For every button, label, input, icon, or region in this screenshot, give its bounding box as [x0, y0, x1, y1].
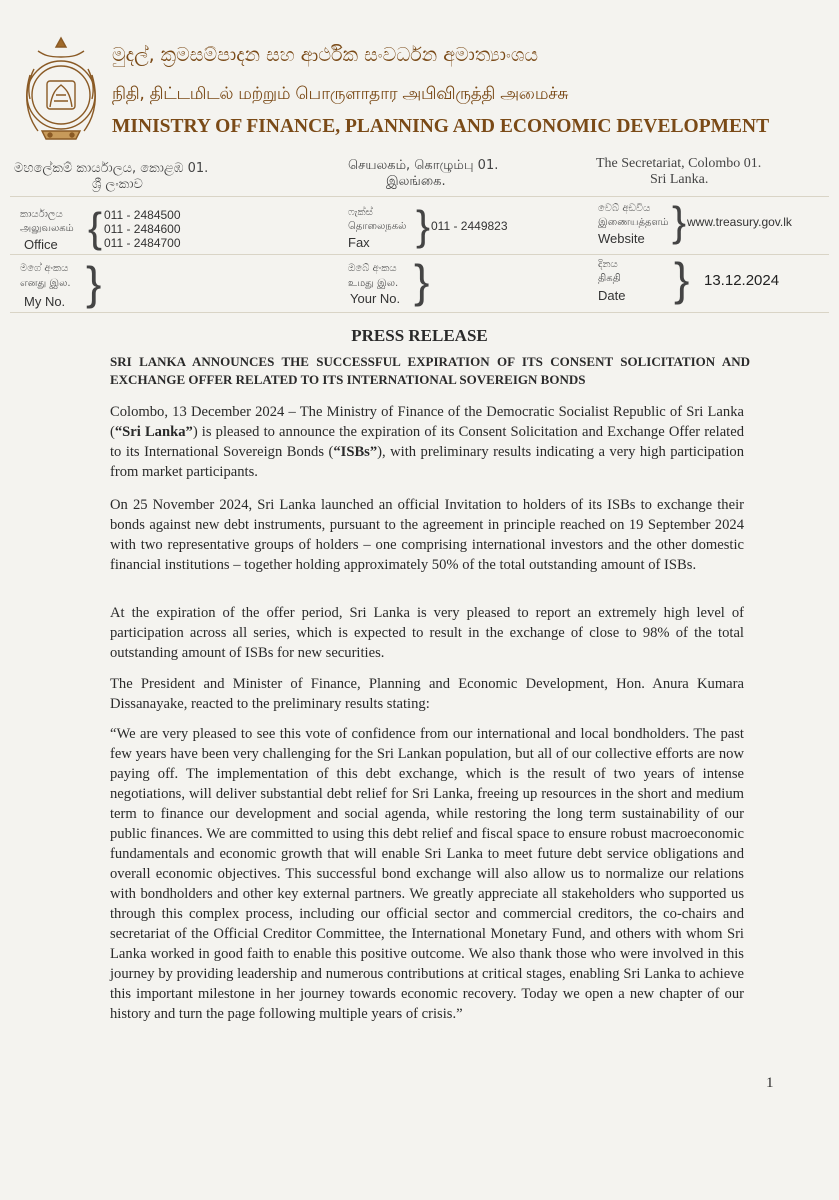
office-label: Office	[24, 237, 58, 252]
my-no-label: My No.	[24, 294, 66, 309]
ministry-name-tamil: நிதி, திட்டமிடல் மற்றும் பொருளாதார அபிவிருத்தி அமைச்சு	[112, 84, 569, 104]
fax-number[interactable]: 011 - 2449823	[431, 219, 508, 233]
office-phone[interactable]: 011 - 2484700	[104, 236, 181, 250]
brace-left: {	[88, 204, 103, 251]
divider	[10, 196, 829, 197]
paragraph-1: Colombo, 13 December 2024 – The Ministry of Finance of the Democratic Socialist Republic of Sri Lanka (“Sri Lanka”) is pleased to announce the expiration of its Consent Solicitation and Exchange Offer related to its International Sovereign Bonds (“ISBs”), with preliminary results indicating a very high participation from market participants.	[110, 404, 744, 480]
your-no-label-sinhala: ඔබේ අංකය	[348, 263, 397, 274]
address-sinhala: මහලේකම් කාර්යාලය, කොළඹ 01. ශ්‍රී ලංකාව	[14, 161, 209, 192]
website-label-sinhala: වෙබ් අඩවිය	[598, 203, 651, 214]
ministry-name-english: MINISTRY OF FINANCE, PLANNING AND ECONOMIC DEVELOPMENT	[112, 116, 770, 137]
website-link[interactable]: www.treasury.gov.lk	[687, 215, 792, 229]
my-no-label-sinhala: මගේ අංකය	[20, 263, 69, 274]
brace-right: }	[416, 202, 431, 249]
brace-right: }	[674, 253, 690, 305]
brace-right: }	[414, 255, 430, 307]
your-no-label: Your No.	[350, 291, 401, 306]
press-release-subtitle: SRI LANKA ANNOUNCES THE SUCCESSFUL EXPIRATION OF ITS CONSENT SOLICITATION AND EXCHANGE OFFER RELATED TO ITS INTERNATIONAL SOVEREIGN BONDS	[110, 354, 750, 387]
office-phone-list	[104, 208, 181, 250]
fax-label-sinhala: ෆැක්ස්	[348, 207, 373, 218]
address-english: The Secretariat, Colombo 01. Sri Lanka.	[596, 156, 762, 187]
sri-lanka-emblem-icon	[20, 35, 102, 147]
fax-label: Fax	[348, 235, 370, 250]
date-label-sinhala: දිනය	[598, 259, 618, 270]
office-label-tamil: அலுவலகம்	[20, 223, 74, 234]
brace-right: }	[86, 257, 102, 309]
office-phone[interactable]: 011 - 2484600	[104, 222, 181, 236]
ministry-name-sinhala: මුදල්, ක්‍රමසම්පාදන සහ ආර්ථික සංවර්ධන අමාත්‍යාංශය	[112, 44, 539, 66]
press-release-title: PRESS RELEASE	[351, 326, 488, 345]
office-label-sinhala: කාර්යාලය	[20, 209, 63, 220]
website-label: Website	[598, 231, 645, 246]
date-value: 13.12.2024	[704, 272, 780, 289]
divider	[10, 312, 829, 313]
office-phone[interactable]: 011 - 2484500	[104, 208, 181, 222]
address-tamil: செயலகம், கொழும்பு 01. இலங்கை.	[348, 158, 499, 189]
quote-paragraph: “We are very pleased to see this vote of confidence from our international and local bondholders. The past few years have been very challenging for the Sri Lankan population, but all of our collective efforts are now paying off. The implementation of this debt exchange, which is the result of two years of intense negotiations, will deliver substantial debt relief for Sri Lanka, freeing up resources in the short and medium term to finance our development and social agenda, while restoring the long term sustainability of our public finances. We are committed to using this debt relief and fiscal space to ensure robust macroeconomic fundamentals and economic growth that will enable Sri Lanka to meet future debt service obligations and overall economic objectives. This successful bond exchange will also allow us to normalize our relations with bondholders and other key external partners. We greatly appreciate all stakeholders who supported us through this complex process, including our official sector and commercial creditors, the co-chairs and secretariat of the Official Creditor Committee, the International Monetary Fund, and others with whom Sri Lanka worked in good faith to enable this positive outcome. We also thank those who were involved in this journey by providing leadership and numerous contributions at critical stages, enabling Sri Lanka to achieve this important milestone in her journey towards economic recovery. Today we open a new chapter of our history and turn the page following multiple years of crisis.”	[110, 726, 744, 1022]
brace-right: }	[672, 198, 687, 245]
date-label-tamil: திகதி	[598, 273, 621, 284]
paragraph-4: The President and Minister of Finance, Planning and Economic Development, Hon. Anura Kumara Dissanayake, reacted to the preliminary results stating:	[110, 676, 744, 712]
page-number: 1	[766, 1075, 774, 1091]
paragraph-2: On 25 November 2024, Sri Lanka launched an official Invitation to holders of its ISBs to exchange their bonds against new debt instruments, pursuant to the agreement in principle reached on 19 September 2024 with two representative groups of holders – one comprising international investors and the other domestic financial institutions – together holding approximately 50% of the total outstanding amount of ISBs.	[110, 497, 744, 573]
my-no-label-tamil: எனது இல.	[20, 278, 71, 289]
your-no-label-tamil: உமது இல.	[348, 278, 399, 289]
paragraph-3: At the expiration of the offer period, Sri Lanka is very pleased to report an extremely high level of participation across all series, which is expected to result in the exchange of close to 98% of the total outstanding amount of ISBs for new securities.	[110, 605, 744, 661]
date-label: Date	[598, 288, 626, 303]
website-label-tamil: இணையத்தளம்	[598, 217, 669, 228]
fax-label-tamil: தொலைநகல்	[348, 221, 407, 232]
